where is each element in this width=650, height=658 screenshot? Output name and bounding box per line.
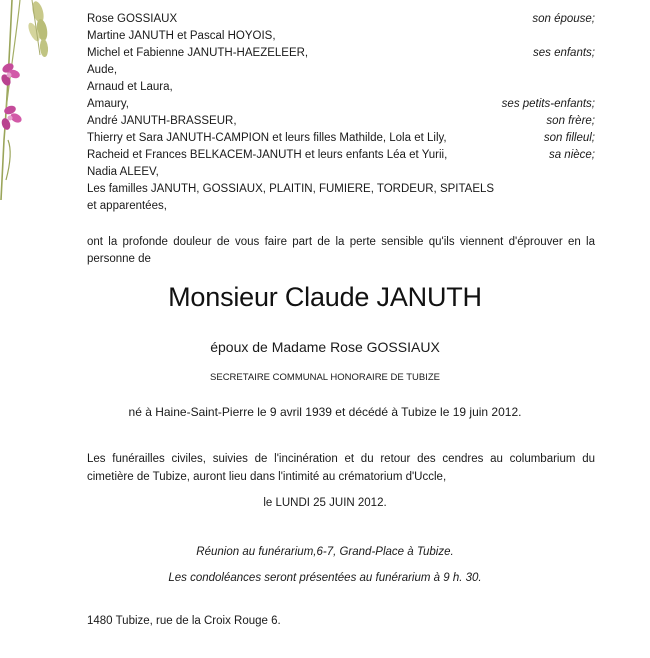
family-relation: sa nièce;	[548, 149, 595, 161]
family-row	[87, 200, 595, 217]
family-row	[87, 64, 595, 81]
family-relation: ses petits-enfants;	[501, 98, 595, 110]
family-row	[87, 30, 595, 47]
honorary-title: SECRETAIRE COMMUNAL HONORAIRE DE TUBIZE	[210, 372, 440, 383]
family-relation: ses enfants;	[532, 47, 595, 59]
family-relation: son frère;	[546, 115, 595, 127]
family-member: André JANUTH-BRASSEUR,	[87, 115, 237, 127]
family-member: Racheid et Frances BELKACEM-JANUTH et leurs enfants Léa et Yurii,	[87, 149, 448, 161]
family-relation: son épouse;	[532, 13, 595, 25]
family-member: et apparentées,	[87, 200, 167, 212]
family-row	[87, 166, 595, 183]
floral-decoration	[0, 0, 60, 200]
spouse-line: époux de Madame Rose GOSSIAUX	[210, 339, 440, 355]
flower-icon	[0, 104, 23, 131]
family-member: Thierry et Sara JANUTH-CAMPION et leurs filles Mathilde, Lola et Lily,	[87, 132, 447, 144]
family-member: Aude,	[87, 64, 118, 76]
family-row	[87, 81, 595, 98]
funeral-line: Les funérailles civiles, suivies de l'incinération et du retour des cendres au columbarium du	[87, 453, 595, 465]
condolences-line: Les condoléances seront présentées au funérarium à 9 h. 30.	[168, 572, 482, 584]
address-line: 1480 Tubize, rue de la Croix Rouge 6.	[87, 615, 281, 627]
wheat-ear-icon	[26, 0, 49, 57]
family-row	[87, 47, 595, 64]
family-member: Amaury,	[87, 98, 129, 110]
funeral-date: le LUNDI 25 JUIN 2012.	[263, 497, 387, 509]
birth-death-line: né à Haine-Saint-Pierre le 9 avril 1939 et décédé à Tubize le 19 juin 2012.	[128, 405, 522, 419]
family-row	[87, 98, 595, 115]
funeral-line: cimetière de Tubize, auront lieu dans l'intimité au crématorium d'Uccle,	[87, 471, 447, 483]
announcement-line: personne de	[87, 253, 151, 265]
meeting-line: Réunion au funérarium,6-7, Grand-Place à Tubize.	[196, 546, 454, 558]
family-row	[87, 13, 595, 30]
deceased-name: Monsieur Claude JANUTH	[168, 282, 482, 312]
family-member: Nadia ALEEV,	[87, 166, 159, 178]
family-row	[87, 149, 595, 166]
family-member: Martine JANUTH et Pascal HOYOIS,	[87, 30, 276, 42]
family-member: Les familles JANUTH, GOSSIAUX, PLAITIN, FUMIERE, TORDEUR, SPITAELS	[87, 183, 495, 195]
family-row	[87, 132, 595, 149]
family-row	[87, 183, 595, 200]
family-member: Arnaud et Laura,	[87, 81, 173, 93]
family-member: Rose GOSSIAUX	[87, 13, 178, 25]
family-relation: son filleul;	[543, 132, 595, 144]
family-row	[87, 115, 595, 132]
announcement-line: ont la profonde douleur de vous faire part de la perte sensible qu'ils viennent d'éprouver en la	[87, 236, 595, 248]
flower-icon	[0, 62, 21, 88]
family-member: Michel et Fabienne JANUTH-HAEZELEER,	[87, 47, 309, 59]
